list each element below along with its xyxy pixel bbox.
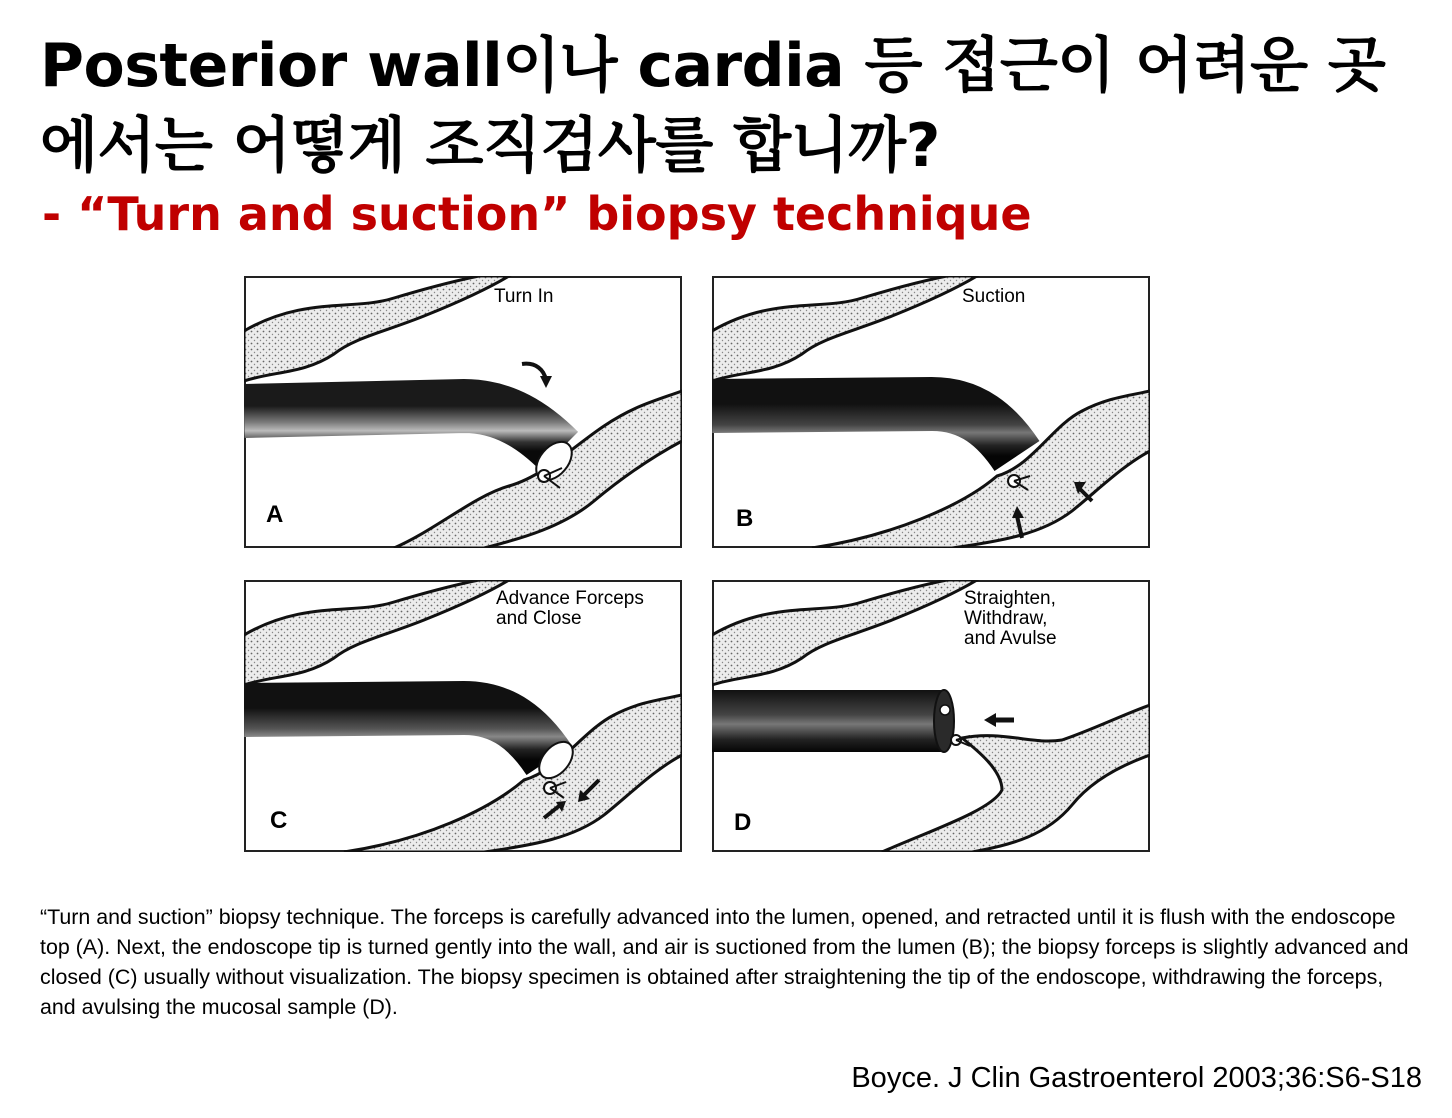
figure-panel-a [244, 276, 682, 548]
panel-label-line: Turn In [494, 286, 554, 307]
svg-text:Turn In [494, 286, 554, 307]
panel-label-line: and Avulse [964, 628, 1057, 649]
figure-panel-b [712, 276, 1150, 548]
citation: Boyce. J Clin Gastroenterol 2003;36:S6-S18 [851, 1062, 1422, 1094]
panel-letter: A [266, 501, 284, 528]
panel-label-line: and Close [496, 608, 582, 629]
biopsy-technique-figure [244, 276, 1156, 860]
svg-text:Suction [962, 286, 1025, 307]
svg-text:Straighten, Withdraw, [964, 588, 1061, 649]
panel-label-line: Withdraw, [964, 608, 1048, 629]
panel-label-line: Advance Forceps [496, 588, 644, 609]
figure-panel-d [712, 580, 1150, 852]
slide-title: Posterior wall이나 cardia 등 접근이 어려운 곳에서는 어떻게 조직검사를 합니까? [40, 31, 1386, 181]
panel-label-line: Suction [962, 286, 1026, 307]
panel-label-line: Straighten, [964, 588, 1056, 609]
panel-letter: D [734, 809, 752, 836]
figure-panel-c [244, 580, 682, 852]
slide-subtitle: - “Turn and suction” biopsy technique [42, 187, 1032, 241]
endoscope [712, 690, 944, 752]
panel-letter: C [270, 807, 288, 834]
panel-letter: B [736, 505, 754, 532]
figure-caption: “Turn and suction” biopsy technique. The forceps is carefully advanced into the lumen, opened, and retracted until it is flush with the endoscope top (A). Next, the endoscope tip is turned gently into the wall, and air is suctioned from the lumen (B); the biopsy forceps is slightly advanced and closed (C) usually without visualization. The biopsy specimen is obtained after straightening the tip of the endoscope, withdrawing the forceps, and avulsing the mucosal sample (D). [40, 905, 1409, 1019]
